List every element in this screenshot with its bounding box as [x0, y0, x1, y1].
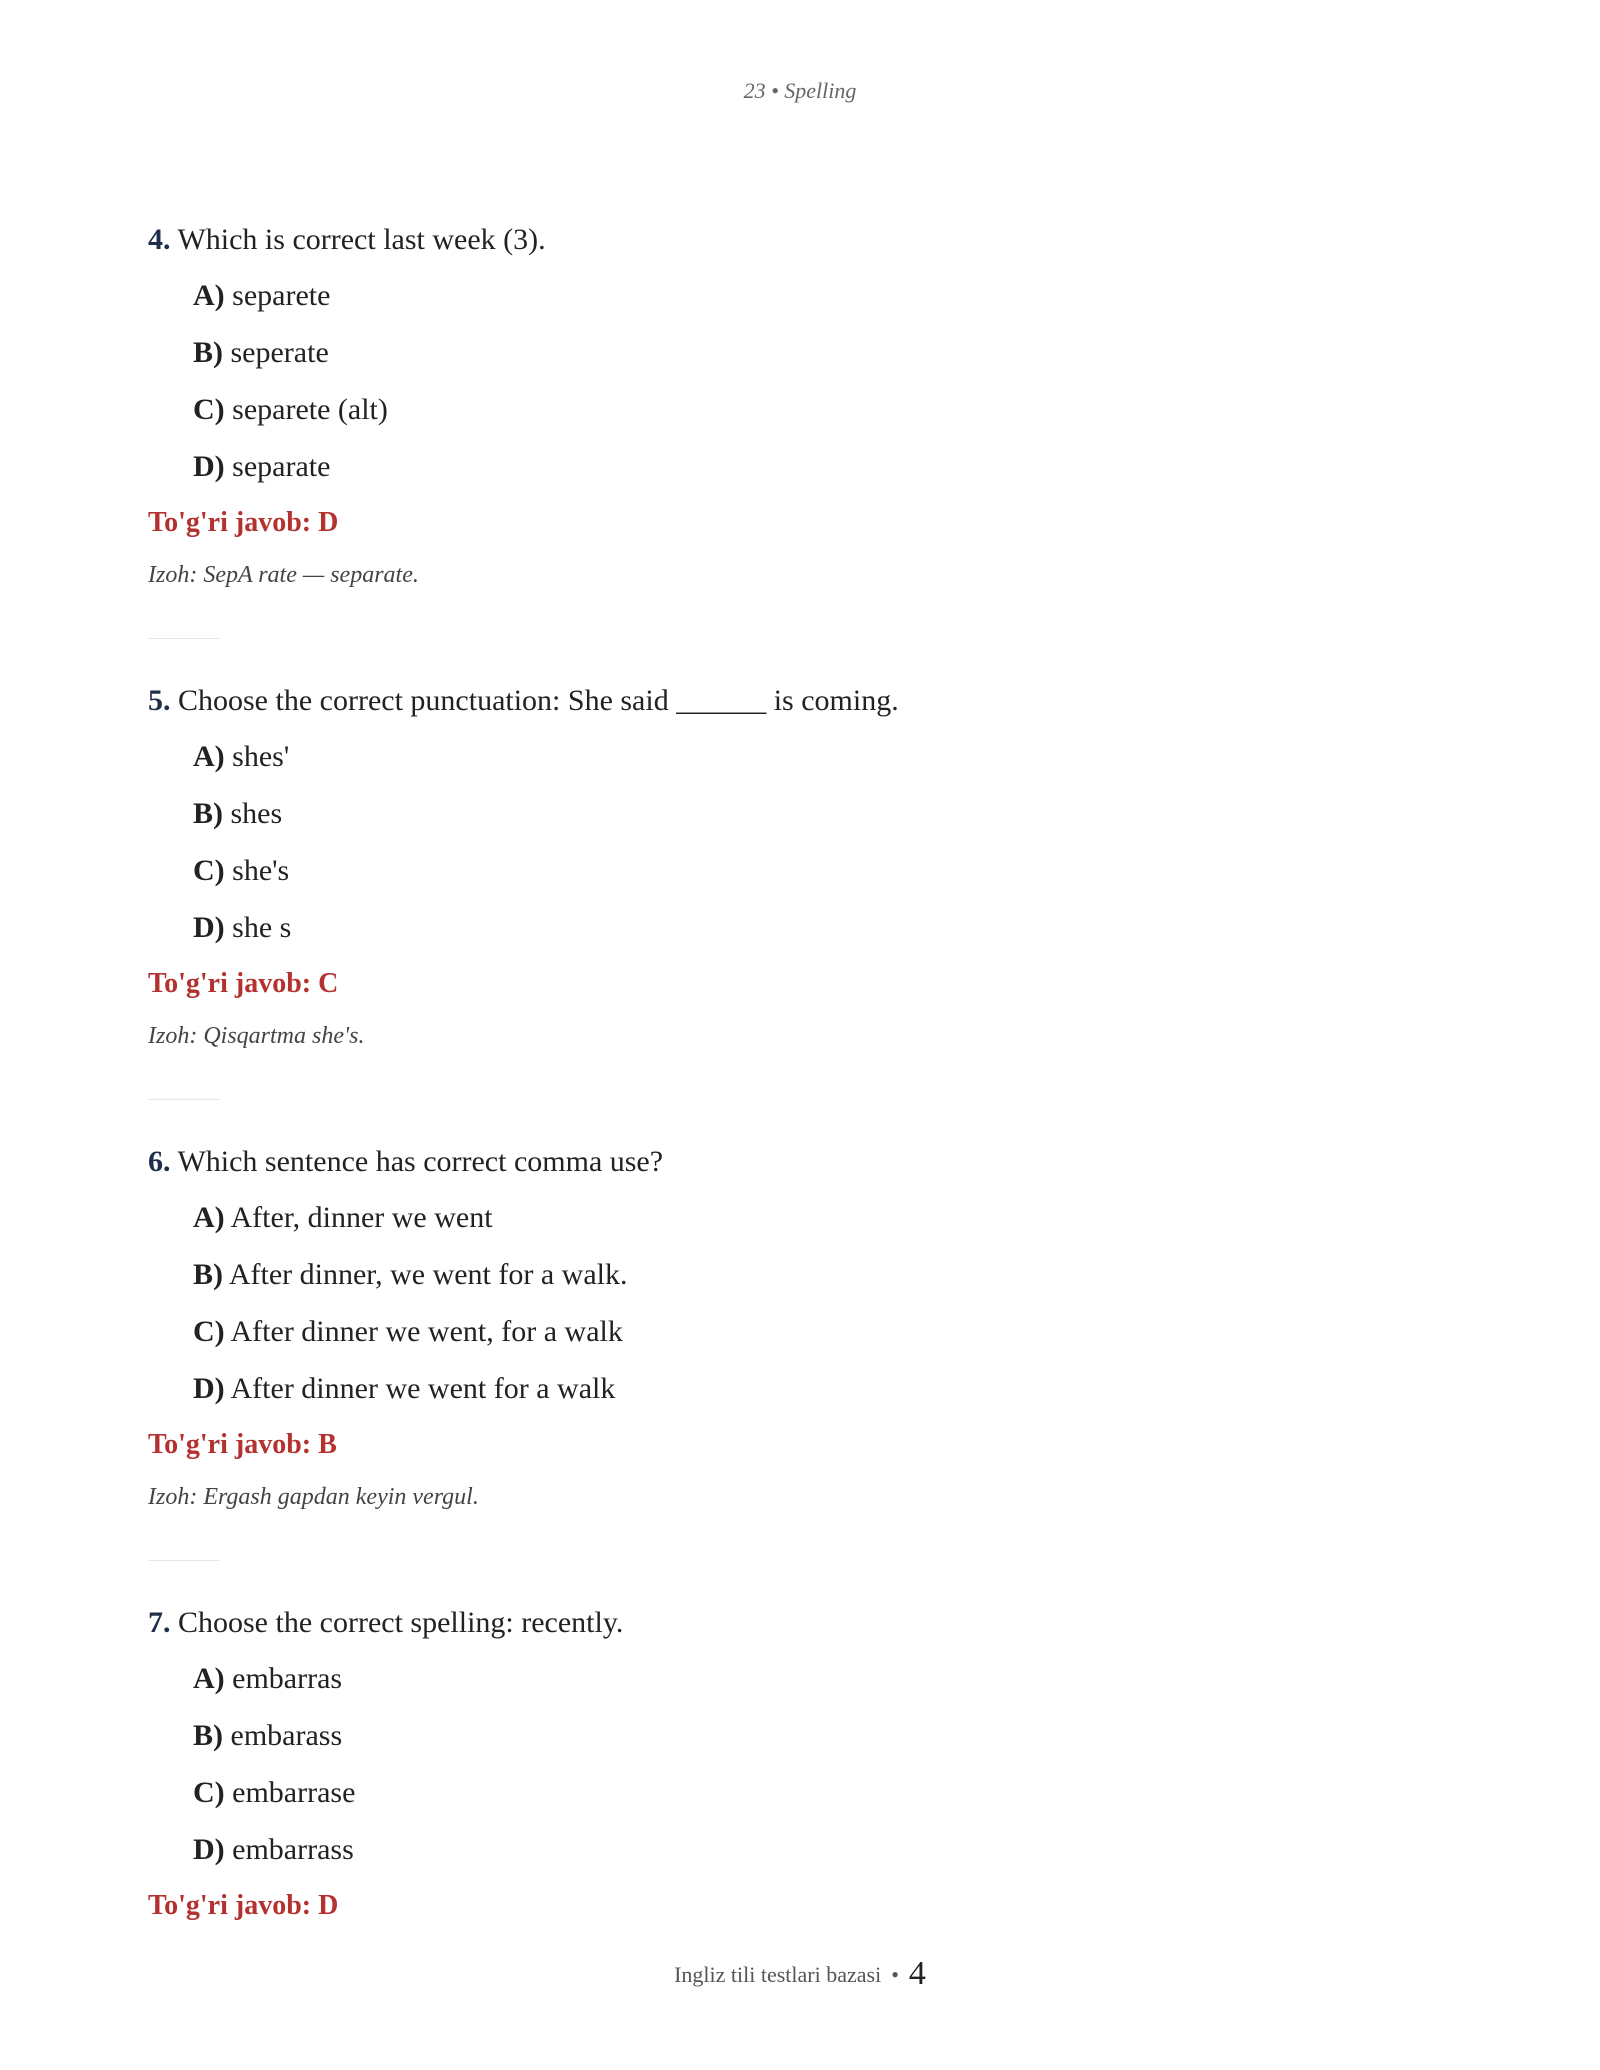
option-a: A) embarras — [193, 1662, 343, 1695]
explanation: Izoh: SepA rate — separate. — [148, 562, 419, 588]
option-c: C) she's — [193, 854, 290, 887]
option-d: D) she s — [193, 911, 292, 944]
question-number: 4. — [148, 223, 171, 256]
option-b: B) seperate — [193, 336, 329, 369]
question-prompt: Which sentence has correct comma use? — [177, 1145, 664, 1178]
option-a: A) separete — [193, 279, 331, 312]
footer-title: Ingliz tili testlari bazasi — [674, 1962, 882, 1987]
question-4 — [148, 222, 1448, 590]
question-text — [148, 222, 1448, 258]
option-list — [193, 1200, 1448, 1428]
correct-answer: To'g'ri javob: C — [148, 968, 339, 999]
question-separator — [148, 1560, 220, 1561]
option-list — [193, 278, 1448, 506]
question-text — [148, 1144, 1448, 1180]
question-prompt: Which is correct last week (3). — [177, 223, 546, 256]
correct-answer: To'g'ri javob: D — [148, 507, 339, 538]
option-c: C) separete (alt) — [193, 393, 388, 426]
option-d: D) embarrass — [193, 1833, 354, 1866]
question-prompt: Choose the correct spelling: recently. — [178, 1606, 624, 1639]
option-c: C) After dinner we went, for a walk — [193, 1315, 623, 1348]
option-list — [193, 1661, 1448, 1889]
question-number: 6. — [148, 1145, 171, 1178]
question-number: 7. — [148, 1606, 171, 1639]
option-c: C) embarrase — [193, 1776, 356, 1809]
explanation: Izoh: Qisqartma she's. — [148, 1023, 365, 1049]
question-7 — [148, 1605, 1448, 1923]
page-number: 4 — [908, 1955, 926, 1992]
question-prompt: Choose the correct punctuation: She said ______ is coming. — [178, 684, 899, 717]
option-b: B) embarass — [193, 1719, 343, 1752]
correct-answer: To'g'ri javob: B — [148, 1429, 337, 1460]
page-footer — [0, 1955, 1600, 1993]
question-separator — [148, 1099, 220, 1100]
option-d: D) After dinner we went for a walk — [193, 1372, 616, 1405]
question-text — [148, 683, 1448, 719]
question-separator — [148, 638, 220, 639]
option-list — [193, 739, 1448, 967]
option-d: D) separate — [193, 450, 331, 483]
question-5 — [148, 683, 1448, 1051]
footer-bullet: • — [891, 1962, 899, 1987]
option-b: B) shes — [193, 797, 283, 830]
option-b: B) After dinner, we went for a walk. — [193, 1258, 628, 1291]
question-number: 5. — [148, 684, 171, 717]
explanation: Izoh: Ergash gapdan keyin vergul. — [148, 1484, 479, 1510]
running-header: 23 • Spelling — [743, 78, 857, 103]
option-a: A) After, dinner we went — [193, 1201, 493, 1234]
question-text — [148, 1605, 1448, 1641]
question-6 — [148, 1144, 1448, 1512]
correct-answer: To'g'ri javob: D — [148, 1890, 339, 1921]
option-a: A) shes' — [193, 740, 290, 773]
